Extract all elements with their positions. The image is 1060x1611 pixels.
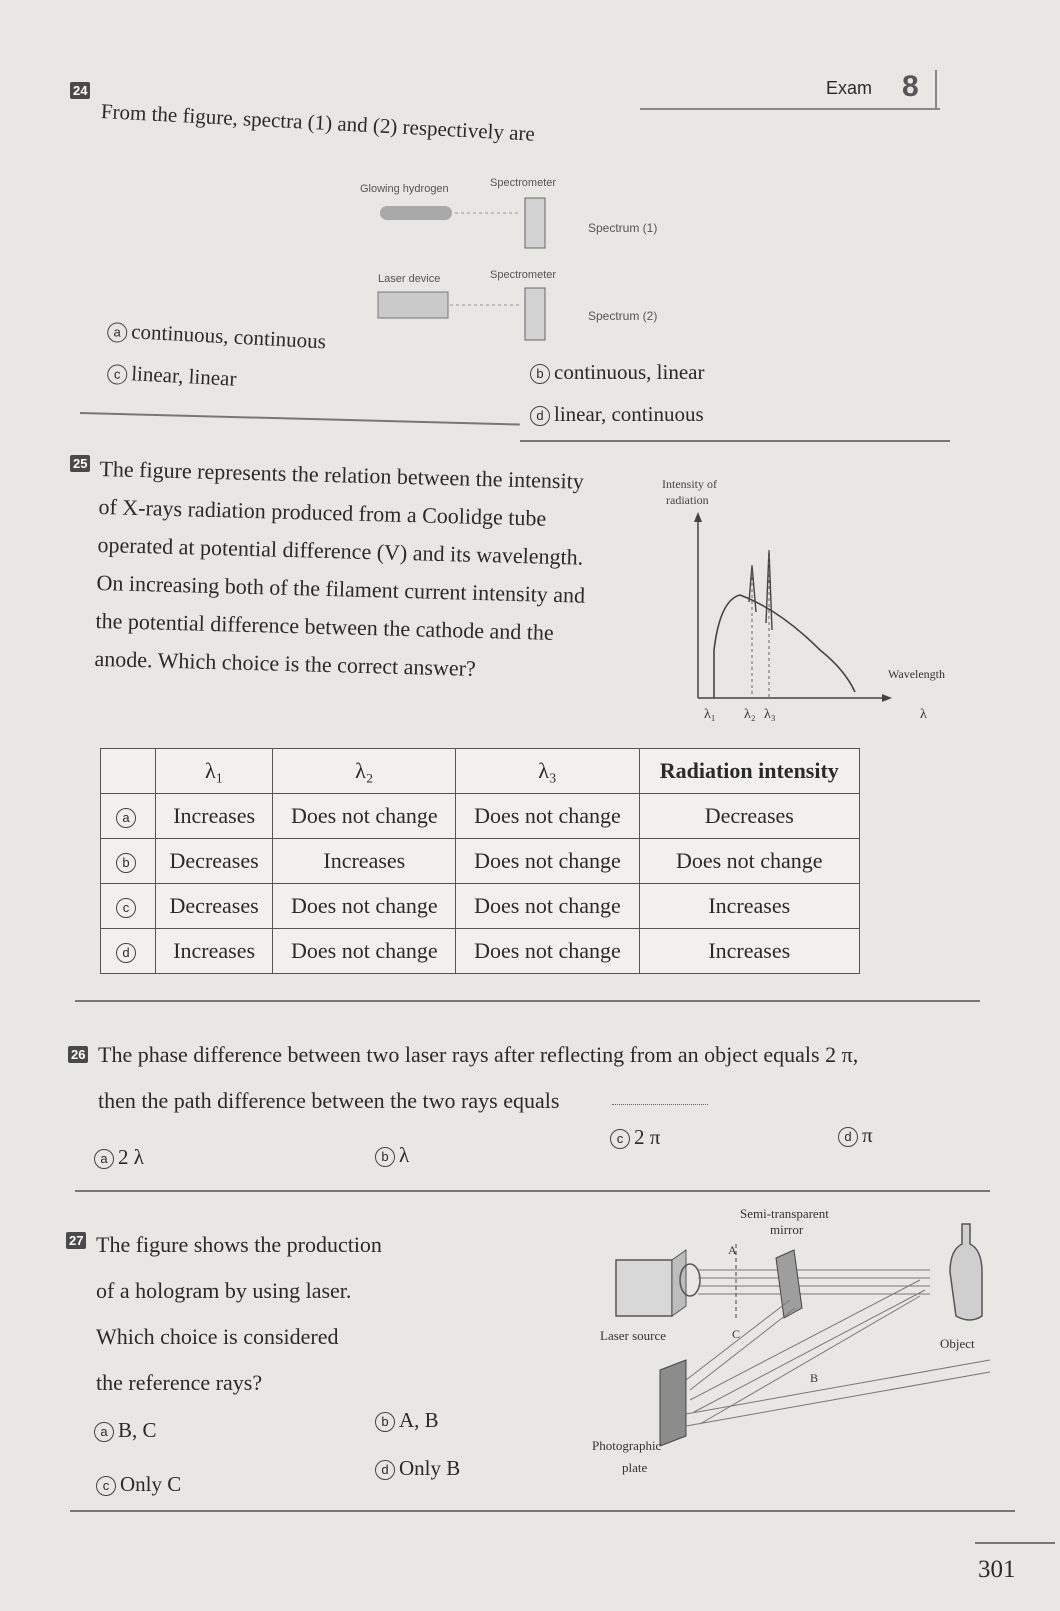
table-cell: Does not change (273, 929, 456, 974)
table-header-l3: λ₃ (456, 749, 639, 794)
q26-line-1: The phase difference between two laser rays after reflecting from an object equals 2 π, (98, 1042, 859, 1067)
table-cell: Decreases (639, 794, 859, 839)
q25-line-1: The figure represents the relation between the intensity (99, 455, 585, 494)
graph-tick-l2: λ₂ (744, 707, 756, 722)
graph-tick-l1: λ₁ (704, 707, 716, 722)
q24-source1-label: Glowing hydrogen (360, 183, 449, 195)
q27-choice-d[interactable]: d Only B (375, 1456, 460, 1481)
table-cell: Does not change (456, 839, 639, 884)
photographic-plate (660, 1360, 686, 1446)
table-cell: Decreases (156, 884, 273, 929)
table-cell: Increases (156, 794, 273, 839)
q25-line-5: the potential difference between the cathode and the (95, 607, 555, 645)
mirror-label-1: Semi-transparent (740, 1206, 829, 1221)
table-row-c[interactable] (101, 884, 860, 929)
table-header-l2: λ₂ (273, 749, 456, 794)
object-shape (950, 1224, 982, 1320)
table-cell: Does not change (273, 884, 456, 929)
table-cell: Does not change (456, 794, 639, 839)
graph-ylabel-1: Intensity of (662, 477, 717, 491)
q24-separator (80, 412, 520, 425)
row-c-letter[interactable]: c (101, 884, 156, 929)
q26-choice-b[interactable]: b λ (375, 1143, 409, 1168)
q25-question (94, 450, 630, 692)
table-cell: Does not change (456, 929, 639, 974)
q27-line-4: the reference rays? (96, 1370, 263, 1395)
q26-number-badge: 26 (68, 1046, 88, 1064)
q26-separator (75, 1190, 990, 1192)
graph-ylabel-2: radiation (666, 493, 709, 507)
laser-device-shape (378, 292, 448, 318)
table-row-a[interactable] (101, 794, 860, 839)
table-cell: Increases (273, 839, 456, 884)
q24-figure (350, 170, 720, 350)
row-b-letter[interactable]: b (101, 839, 156, 884)
q27-choice-c[interactable]: c Only C (96, 1472, 181, 1497)
q25-line-3: operated at potential difference (V) and its wavelength. (97, 531, 584, 570)
q24-choice-d[interactable]: d linear, continuous (530, 402, 704, 427)
q26-line-2: then the path difference between the two rays equals (98, 1088, 560, 1113)
table-header-l1: λ₁ (156, 749, 273, 794)
q24-choice-c[interactable]: c linear, linear (107, 360, 237, 392)
q25-number-badge: 25 (70, 455, 90, 473)
plate-label-1: Photographic (592, 1438, 662, 1453)
spectrometer2-shape (525, 288, 545, 340)
q25-answer-table (100, 748, 860, 974)
table-row-b[interactable] (101, 839, 860, 884)
q24-source2-label: Laser device (378, 273, 441, 285)
q25-line-6: anode. Which choice is the correct answer? (94, 645, 477, 681)
table-cell: Does not change (273, 794, 456, 839)
q25-separator (75, 1000, 980, 1002)
q27-choice-a[interactable]: a B, C (94, 1418, 157, 1443)
q27-line-2: of a hologram by using laser. (96, 1278, 352, 1303)
ray-b-label: B (810, 1371, 819, 1385)
q24-spectrometer1-label: Spectrometer (490, 177, 557, 189)
graph-continuous-curve (714, 595, 855, 698)
table-cell: Increases (639, 929, 859, 974)
q25-line-2: of X-rays radiation produced from a Coolidge tube (98, 493, 547, 531)
row-a-letter[interactable]: a (101, 794, 156, 839)
ray-c-label: C (732, 1327, 741, 1341)
page-number: 301 (978, 1556, 1016, 1583)
table-cell: Increases (156, 929, 273, 974)
table-corner-cell (101, 749, 156, 794)
spectrometer1-shape (525, 198, 545, 248)
q24-spectrum1-label: Spectrum (1) (588, 221, 658, 235)
q27-line-3: Which choice is considered (96, 1324, 339, 1349)
laser-source-label: Laser source (600, 1328, 667, 1343)
laser-source-box (616, 1260, 672, 1316)
footer-rule (975, 1542, 1055, 1544)
q27-number-badge: 27 (66, 1232, 86, 1250)
table-cell: Does not change (639, 839, 859, 884)
table-cell: Decreases (156, 839, 273, 884)
q24-choice-b[interactable]: b continuous, linear (530, 360, 704, 385)
object-label: Object (940, 1336, 975, 1351)
exam-label: Exam (826, 78, 873, 98)
q27-choice-b[interactable]: b A, B (375, 1408, 439, 1433)
plate-label-2: plate (622, 1460, 648, 1475)
q27-question (96, 1222, 382, 1406)
graph-xlabel: Wavelength (888, 667, 946, 681)
table-cell: Increases (639, 884, 859, 929)
q27-line-1: The figure shows the production (96, 1232, 382, 1257)
q26-choice-d[interactable]: d π (838, 1123, 873, 1148)
q27-hologram-figure (590, 1200, 1010, 1490)
ray-a-label: A (728, 1243, 737, 1257)
table-cell: Does not change (456, 884, 639, 929)
q27-separator (70, 1510, 1015, 1512)
mirror-label-2: mirror (770, 1222, 804, 1237)
q26-choice-a[interactable]: a 2 λ (94, 1145, 144, 1170)
hydrogen-tube-shape (380, 206, 452, 220)
q24-spectrum2-label: Spectrum (2) (588, 309, 658, 323)
q24-separator-2 (520, 440, 950, 442)
table-row-d[interactable] (101, 929, 860, 974)
row-d-letter[interactable]: d (101, 929, 156, 974)
graph-tick-l3: λ₃ (764, 707, 776, 722)
q25-graph (640, 470, 970, 740)
q24-question: From the figure, spectra (1) and (2) respectively are (100, 98, 536, 146)
q24-choice-a[interactable]: a continuous, continuous (107, 318, 327, 354)
table-header-row (101, 749, 860, 794)
header-corner (935, 70, 937, 110)
q25-line-4: On increasing both of the filament current intensity and (96, 569, 586, 608)
exam-number: 8 (902, 70, 919, 103)
table-header-intensity: Radiation intensity (639, 749, 859, 794)
header-rule (640, 108, 940, 110)
q26-choice-c[interactable]: c 2 π (610, 1125, 660, 1150)
q24-number-badge: 24 (70, 82, 90, 100)
graph-xsymbol: λ (920, 707, 927, 722)
q24-spectrometer2-label: Spectrometer (490, 269, 557, 281)
q26-answer-blank (612, 1104, 708, 1105)
